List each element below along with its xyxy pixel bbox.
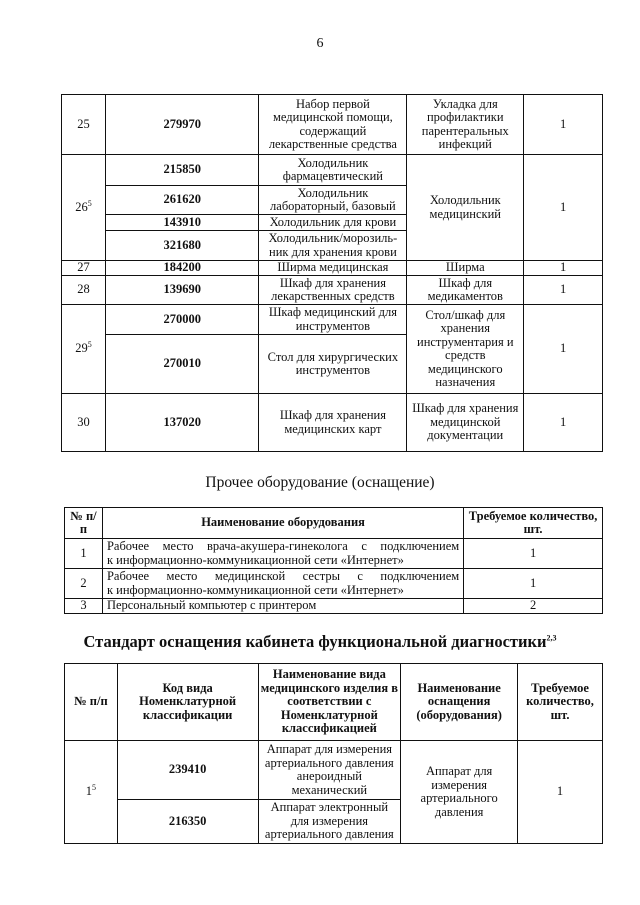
- nomenclature-code: 270000: [105, 305, 259, 335]
- equipment-name: Шкаф для хранения медицинской документации: [407, 394, 524, 452]
- other-equipment-table: [64, 507, 603, 614]
- header-code: Код вида Номенклатурной классификации: [117, 664, 258, 741]
- equipment-name: Рабочее место врача-акушера-гинеколога с подключением к информационно-коммуникационной сети «Интернет»: [102, 539, 463, 569]
- row-number: $1^5$: [65, 741, 118, 844]
- row-number: 1: [65, 539, 103, 569]
- device-name: Холодильник для крови: [259, 215, 407, 231]
- header-qty: Требуемое количество, шт.: [464, 508, 603, 539]
- device-name: Аппарат для измерения артериального давления анероидный механический: [258, 741, 401, 800]
- nomenclature-code: 270010: [105, 335, 259, 394]
- nomenclature-code: 215850: [105, 155, 259, 186]
- row-number: 25: [62, 95, 106, 155]
- row-number: 2: [65, 569, 103, 599]
- table-row: [62, 155, 603, 186]
- device-name: Шкаф медицинский для инструментов: [259, 305, 407, 335]
- section-title-standard: Стандарт оснащения кабинета функциональной диагностики$^{2,3}$: [83, 632, 557, 651]
- table-row: [65, 539, 603, 569]
- nomenclature-code: 184200: [105, 261, 259, 276]
- device-name: Холодильник фармацевтический: [259, 155, 407, 186]
- table-row: [65, 569, 603, 599]
- quantity: 1: [524, 394, 603, 452]
- table-row: [62, 305, 603, 335]
- quantity: 1: [524, 261, 603, 276]
- row-number: 28: [62, 276, 106, 305]
- quantity: 1: [524, 276, 603, 305]
- table-row: [62, 95, 603, 155]
- device-name: Набор первой медицинской помощи, содержащий лекарственные средства: [259, 95, 407, 155]
- nomenclature-code: 143910: [105, 215, 259, 231]
- quantity: 2: [464, 599, 603, 614]
- row-number: $29^5$: [62, 305, 106, 394]
- row-number: 27: [62, 261, 106, 276]
- equipment-name: Холодильник медицинский: [407, 155, 524, 261]
- nomenclature-code: 279970: [105, 95, 259, 155]
- row-number: 30: [62, 394, 106, 452]
- equipment-name: Ширма: [407, 261, 524, 276]
- table-row: [62, 394, 603, 452]
- table-header-row: [65, 508, 603, 539]
- equipment-name: Шкаф для медикаментов: [407, 276, 524, 305]
- row-number: $26^5$: [62, 155, 106, 261]
- table-row: [65, 741, 603, 800]
- header-num: № п/п: [65, 664, 118, 741]
- nomenclature-code: 139690: [105, 276, 259, 305]
- equipment-table: [61, 94, 603, 452]
- standard-equipment-table: [64, 663, 603, 844]
- quantity: 1: [464, 539, 603, 569]
- quantity: 1: [524, 155, 603, 261]
- device-name: Холодильник/морозиль-ник для хранения крови: [259, 231, 407, 261]
- table-header-row: [65, 664, 603, 741]
- nomenclature-code: 261620: [105, 186, 259, 215]
- header-device: Наименование вида медицинского изделия в соответствии с Номенклатурной классификацией: [258, 664, 401, 741]
- nomenclature-code: 216350: [117, 800, 258, 844]
- device-name: Холодильник лабораторный, базовый: [259, 186, 407, 215]
- table-row: [62, 276, 603, 305]
- table-row: [62, 261, 603, 276]
- equipment-name: Рабочее место медицинской сестры с подключением к информационно-коммуникационной сети «Интернет»: [102, 569, 463, 599]
- header-qty: Требуемое количество, шт.: [518, 664, 603, 741]
- device-name: Стол для хирургических инструментов: [259, 335, 407, 394]
- quantity: 1: [518, 741, 603, 844]
- page-number: 6: [316, 36, 324, 51]
- device-name: Аппарат электронный для измерения артериального давления: [258, 800, 401, 844]
- equipment-name: Укладка для профилактики парентеральных инфекций: [407, 95, 524, 155]
- quantity: 1: [524, 95, 603, 155]
- device-name: Шкаф для хранения лекарственных средств: [259, 276, 407, 305]
- row-number: 3: [65, 599, 103, 614]
- device-name: Шкаф для хранения медицинских карт: [259, 394, 407, 452]
- quantity: 1: [524, 305, 603, 394]
- equipment-name: Аппарат для измерения артериального давления: [401, 741, 518, 844]
- header-num: № п/п: [65, 508, 103, 539]
- device-name: Ширма медицинская: [259, 261, 407, 276]
- equipment-name: Стол/шкаф для хранения инструментария и средств медицинского назначения: [407, 305, 524, 394]
- table-row: [65, 599, 603, 614]
- equipment-name: Персональный компьютер с принтером: [102, 599, 463, 614]
- nomenclature-code: 137020: [105, 394, 259, 452]
- header-equipment: Наименование оснащения (оборудования): [401, 664, 518, 741]
- nomenclature-code: 321680: [105, 231, 259, 261]
- header-name: Наименование оборудования: [102, 508, 463, 539]
- section-title-other-equipment: Прочее оборудование (оснащение): [205, 474, 435, 491]
- quantity: 1: [464, 569, 603, 599]
- nomenclature-code: 239410: [117, 741, 258, 800]
